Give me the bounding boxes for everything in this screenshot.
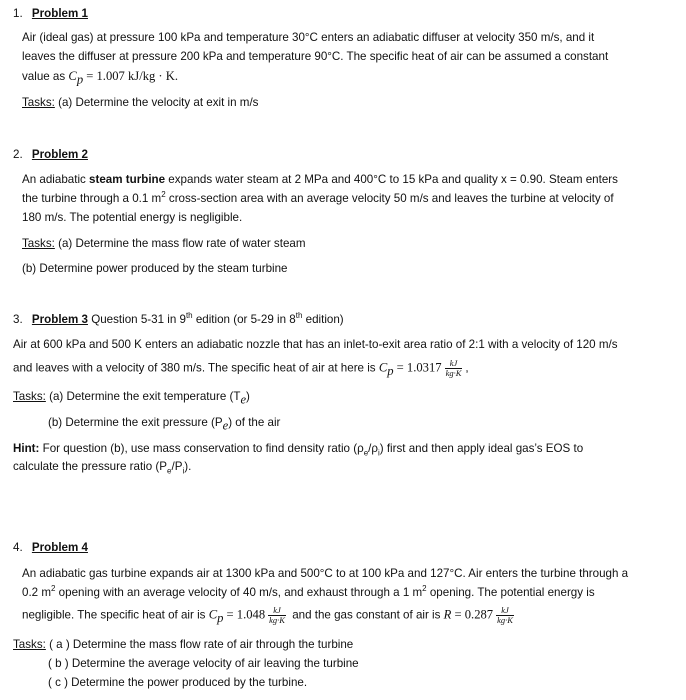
tasks-label: Tasks: bbox=[13, 638, 46, 651]
problem-3-hint-line-2: calculate the pressure ratio $(P_e/P_i)$. bbox=[13, 460, 192, 476]
problem-1-line-2: leaves the diffuser at pressure 200 kPa and temperature 90°C. The specific heat of air can be assumed a constant bbox=[22, 50, 609, 63]
problem-1-number: 1. bbox=[13, 7, 23, 20]
problem-4-line-2: 0.2 $m^2$ opening with an average velocity of 40 m/s, and exhaust through a 1 $m^2$ opening. The potential energy is bbox=[22, 584, 595, 599]
problem-3-line-1: Air at 600 kPa and 500 K enters an adiabatic nozzle that has an inlet-to-exit area ratio of 2:1 with a velocity of 120 m/s bbox=[13, 338, 618, 351]
problem-2-line-2: the turbine through a 0.1 $m^2$ cross-section area with an average velocity 50 m/s and leaves the turbine at velocity of bbox=[22, 190, 614, 205]
tasks-label: Tasks: bbox=[22, 237, 55, 250]
problem-3-number: 3. bbox=[13, 313, 23, 326]
problem-3-task-b: (b) Determine the exit pressure $(P_e)$ of the air bbox=[48, 416, 281, 433]
problem-1-title: Problem 1 bbox=[31, 7, 88, 20]
problem-4-task-c: ( c ) Determine the power produced by the turbine. bbox=[48, 676, 308, 689]
problem-3-line-2: and leaves with a velocity of 380 m/s. The specific heat of air at here is $C_p = 1.0317$ $\frac{kJ}{kg\cdot K}$ , bbox=[13, 358, 469, 378]
cp-units-fraction: $\frac{kJ}{kg\cdot K}$ bbox=[445, 358, 462, 378]
problem-1-line-1: Air (ideal gas) at pressure 100 kPa and temperature 30°C enters an adiabatic diffuser at velocity 350 m/s, and it bbox=[22, 31, 595, 44]
problem-4-task-b: ( b ) Determine the average velocity of air leaving the turbine bbox=[48, 657, 359, 670]
problem-3-task-a: Tasks: (a) Determine the exit temperature $(T_e)$ bbox=[13, 390, 250, 407]
problem-3-hint-line-1: Hint: For question (b), use mass conservation to find density ratio $(\rho_e/\rho_i)$ first and then apply ideal gas’s EOS to bbox=[13, 442, 584, 458]
problem-2-task-b: (b) Determine power produced by the steam turbine bbox=[22, 262, 288, 275]
problem-1-heading bbox=[13, 6, 88, 22]
problem-2-line-1: An adiabatic steam turbine expands water steam at 2 MPa and 400°C to 15 kPa and quality x = 0.90. Steam enters bbox=[22, 173, 618, 186]
tasks-label: Tasks: bbox=[22, 96, 55, 109]
problem-4-number: 4. bbox=[13, 541, 23, 554]
problem-4-heading bbox=[13, 540, 88, 556]
problem-3-title: Problem 3 bbox=[31, 313, 88, 326]
problem-4-line-3: negligible. The specific heat of air is $C_p = 1.048$ $\frac{kJ}{kg\cdot K}$ and the gas constant of air is R = 0.287 $\frac{kJ}{kg\cdot K}$ bbox=[22, 605, 513, 625]
problem-2-line-3: 180 m/s. The potential energy is negligible. bbox=[22, 211, 243, 224]
hint-label: Hint: bbox=[13, 442, 40, 455]
problem-2-number: 2. bbox=[13, 148, 23, 161]
r-units-fraction: $\frac{kJ}{kg\cdot K}$ bbox=[497, 605, 513, 625]
problem-4-task-a: Tasks: ( a ) Determine the mass flow rate of air through the turbine bbox=[13, 638, 354, 651]
cp-units-fraction: $\frac{kJ}{kg\cdot K}$ bbox=[269, 605, 285, 625]
tasks-label: Tasks: bbox=[13, 390, 46, 403]
problem-4-title: Problem 4 bbox=[31, 541, 88, 554]
problem-3-heading: 3. Problem 3 Question 5-31 in 9th edition (or 5-29 in 8th edition) bbox=[13, 311, 344, 326]
problem-2-title: Problem 2 bbox=[31, 148, 88, 161]
problem-4-line-1: An adiabatic gas turbine expands air at 1300 kPa and 500°C to at 100 kPa and 127°C. Air enters the turbine through a bbox=[22, 567, 629, 580]
problem-1-task-a: Tasks: (a) Determine the velocity at exit in m/s bbox=[22, 96, 259, 109]
problem-1-line-3: value as $C_p = 1.007$ kJ/kg · K. bbox=[22, 69, 179, 87]
problem-2-task-a: Tasks: (a) Determine the mass flow rate of water steam bbox=[22, 237, 306, 250]
problem-2-heading bbox=[13, 147, 88, 163]
